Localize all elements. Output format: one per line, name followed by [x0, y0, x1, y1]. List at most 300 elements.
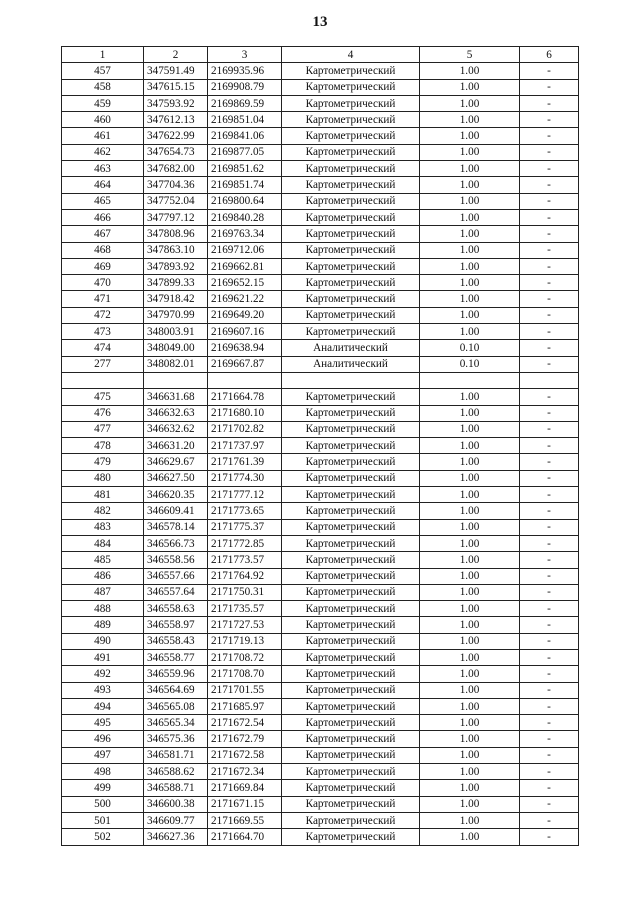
method-cell: Картометрический — [282, 454, 420, 470]
y-coordinate-cell: 2169851.62 — [208, 161, 282, 177]
accuracy-cell: 1.00 — [420, 568, 520, 584]
method-cell: Картометрический — [282, 161, 420, 177]
accuracy-cell: 1.00 — [420, 95, 520, 111]
table-row — [62, 356, 579, 372]
y-coordinate-cell: 2169800.64 — [208, 193, 282, 209]
y-coordinate-cell: 2171773.65 — [208, 503, 282, 519]
x-coordinate-cell: 346632.63 — [144, 405, 208, 421]
x-coordinate-cell: 346558.97 — [144, 617, 208, 633]
table-row — [62, 324, 579, 340]
table-row — [62, 421, 579, 437]
method-cell: Аналитический — [282, 356, 420, 372]
description-cell: - — [520, 405, 579, 421]
table-body — [62, 63, 579, 845]
description-cell: - — [520, 812, 579, 828]
y-coordinate-cell: 2169662.81 — [208, 258, 282, 274]
point-number-cell: 463 — [62, 161, 144, 177]
y-coordinate-cell: 2171727.53 — [208, 617, 282, 633]
table-row — [62, 649, 579, 665]
x-coordinate-cell: 347752.04 — [144, 193, 208, 209]
method-cell: Картометрический — [282, 193, 420, 209]
y-coordinate-cell: 2171685.97 — [208, 698, 282, 714]
point-number-cell: 472 — [62, 307, 144, 323]
accuracy-cell: 1.00 — [420, 503, 520, 519]
table-row — [62, 731, 579, 747]
description-cell: - — [520, 161, 579, 177]
x-coordinate-cell: 346565.34 — [144, 715, 208, 731]
method-cell: Картометрический — [282, 649, 420, 665]
accuracy-cell: 1.00 — [420, 552, 520, 568]
x-coordinate-cell: 346558.43 — [144, 633, 208, 649]
x-coordinate-cell: 347622.99 — [144, 128, 208, 144]
table-row — [62, 698, 579, 714]
table-row — [62, 601, 579, 617]
point-number-cell: 493 — [62, 682, 144, 698]
method-cell: Картометрический — [282, 535, 420, 551]
table-row — [62, 796, 579, 812]
accuracy-cell: 1.00 — [420, 275, 520, 291]
table-row — [62, 666, 579, 682]
description-cell: - — [520, 731, 579, 747]
method-cell: Картометрический — [282, 584, 420, 600]
method-cell: Картометрический — [282, 421, 420, 437]
point-number-cell: 468 — [62, 242, 144, 258]
accuracy-cell: 1.00 — [420, 649, 520, 665]
y-coordinate-cell: 2171669.55 — [208, 812, 282, 828]
point-number-cell: 459 — [62, 95, 144, 111]
accuracy-cell: 1.00 — [420, 715, 520, 731]
table-row — [62, 340, 579, 356]
method-cell: Картометрический — [282, 63, 420, 79]
description-cell: - — [520, 193, 579, 209]
point-number-cell: 475 — [62, 389, 144, 405]
y-coordinate-cell: 2169763.34 — [208, 226, 282, 242]
x-coordinate-cell: 347797.12 — [144, 209, 208, 225]
description-cell: - — [520, 324, 579, 340]
method-cell: Картометрический — [282, 275, 420, 291]
description-cell: - — [520, 780, 579, 796]
point-number-cell: 480 — [62, 470, 144, 486]
y-coordinate-cell: 2171772.85 — [208, 535, 282, 551]
accuracy-cell: 1.00 — [420, 519, 520, 535]
description-cell: - — [520, 568, 579, 584]
x-coordinate-cell: 346627.36 — [144, 829, 208, 845]
table-row — [62, 535, 579, 551]
y-coordinate-cell: 2169649.20 — [208, 307, 282, 323]
y-coordinate-cell: 2171664.70 — [208, 829, 282, 845]
y-coordinate-cell: 2171680.10 — [208, 405, 282, 421]
method-cell: Картометрический — [282, 242, 420, 258]
table-row — [62, 584, 579, 600]
y-coordinate-cell: 2171671.15 — [208, 796, 282, 812]
table-row — [62, 144, 579, 160]
accuracy-cell: 1.00 — [420, 812, 520, 828]
accuracy-cell: 1.00 — [420, 487, 520, 503]
accuracy-cell: 1.00 — [420, 405, 520, 421]
x-coordinate-cell: 346588.71 — [144, 780, 208, 796]
x-coordinate-cell: 347654.73 — [144, 144, 208, 160]
method-cell: Картометрический — [282, 79, 420, 95]
description-cell: - — [520, 454, 579, 470]
table-row — [62, 470, 579, 486]
description-cell: - — [520, 666, 579, 682]
x-coordinate-cell: 347970.99 — [144, 307, 208, 323]
point-number-cell: 495 — [62, 715, 144, 731]
point-number-cell: 486 — [62, 568, 144, 584]
description-cell: - — [520, 552, 579, 568]
method-cell: Картометрический — [282, 389, 420, 405]
y-coordinate-cell — [208, 372, 282, 388]
table-row — [62, 291, 579, 307]
table-row — [62, 829, 579, 845]
method-cell: Картометрический — [282, 324, 420, 340]
point-number-cell: 470 — [62, 275, 144, 291]
table-row — [62, 568, 579, 584]
method-cell: Картометрический — [282, 438, 420, 454]
description-cell: - — [520, 601, 579, 617]
method-cell: Картометрический — [282, 405, 420, 421]
y-coordinate-cell: 2171737.97 — [208, 438, 282, 454]
accuracy-cell: 1.00 — [420, 421, 520, 437]
x-coordinate-cell: 347591.49 — [144, 63, 208, 79]
method-cell: Картометрический — [282, 552, 420, 568]
x-coordinate-cell: 346620.35 — [144, 487, 208, 503]
accuracy-cell: 1.00 — [420, 258, 520, 274]
x-coordinate-cell: 346559.96 — [144, 666, 208, 682]
description-cell: - — [520, 649, 579, 665]
x-coordinate-cell: 347615.15 — [144, 79, 208, 95]
description-cell: - — [520, 291, 579, 307]
method-cell: Картометрический — [282, 698, 420, 714]
point-number-cell: 467 — [62, 226, 144, 242]
description-cell: - — [520, 242, 579, 258]
y-coordinate-cell: 2169607.16 — [208, 324, 282, 340]
method-cell: Картометрический — [282, 144, 420, 160]
accuracy-cell: 1.00 — [420, 438, 520, 454]
header-cell: 1 — [62, 47, 144, 63]
table-row — [62, 780, 579, 796]
y-coordinate-cell: 2169841.06 — [208, 128, 282, 144]
y-coordinate-cell: 2169851.74 — [208, 177, 282, 193]
header-cell: 3 — [208, 47, 282, 63]
x-coordinate-cell: 346631.68 — [144, 389, 208, 405]
y-coordinate-cell: 2171669.84 — [208, 780, 282, 796]
x-coordinate-cell: 347899.33 — [144, 275, 208, 291]
table-row — [62, 715, 579, 731]
accuracy-cell: 1.00 — [420, 112, 520, 128]
table-row — [62, 307, 579, 323]
accuracy-cell: 1.00 — [420, 829, 520, 845]
method-cell: Картометрический — [282, 731, 420, 747]
table-row — [62, 633, 579, 649]
y-coordinate-cell: 2169638.94 — [208, 340, 282, 356]
method-cell: Картометрический — [282, 747, 420, 763]
x-coordinate-cell: 346558.56 — [144, 552, 208, 568]
point-number-cell: 499 — [62, 780, 144, 796]
point-number-cell: 481 — [62, 487, 144, 503]
y-coordinate-cell: 2171664.78 — [208, 389, 282, 405]
accuracy-cell: 1.00 — [420, 242, 520, 258]
description-cell: - — [520, 209, 579, 225]
description-cell: - — [520, 389, 579, 405]
description-cell: - — [520, 796, 579, 812]
accuracy-cell: 1.00 — [420, 128, 520, 144]
y-coordinate-cell: 2171735.57 — [208, 601, 282, 617]
table-row — [62, 552, 579, 568]
description-cell: - — [520, 487, 579, 503]
accuracy-cell: 1.00 — [420, 617, 520, 633]
accuracy-cell: 1.00 — [420, 324, 520, 340]
table-row — [62, 242, 579, 258]
description-cell: - — [520, 535, 579, 551]
table-row — [62, 193, 579, 209]
description-cell: - — [520, 177, 579, 193]
x-coordinate-cell: 346609.41 — [144, 503, 208, 519]
y-coordinate-cell: 2169869.59 — [208, 95, 282, 111]
point-number-cell: 458 — [62, 79, 144, 95]
table-row — [62, 405, 579, 421]
y-coordinate-cell: 2171708.72 — [208, 649, 282, 665]
table-row — [62, 63, 579, 79]
y-coordinate-cell: 2169935.96 — [208, 63, 282, 79]
point-number-cell: 498 — [62, 764, 144, 780]
y-coordinate-cell: 2171672.54 — [208, 715, 282, 731]
accuracy-cell: 1.00 — [420, 226, 520, 242]
point-number-cell: 502 — [62, 829, 144, 845]
x-coordinate-cell: 346609.77 — [144, 812, 208, 828]
method-cell: Картометрический — [282, 209, 420, 225]
y-coordinate-cell: 2169667.87 — [208, 356, 282, 372]
accuracy-cell: 1.00 — [420, 584, 520, 600]
accuracy-cell: 1.00 — [420, 666, 520, 682]
x-coordinate-cell: 348003.91 — [144, 324, 208, 340]
method-cell: Картометрический — [282, 503, 420, 519]
x-coordinate-cell: 347612.13 — [144, 112, 208, 128]
table-row — [62, 682, 579, 698]
x-coordinate-cell: 346558.77 — [144, 649, 208, 665]
x-coordinate-cell: 346629.67 — [144, 454, 208, 470]
accuracy-cell: 1.00 — [420, 454, 520, 470]
point-number-cell: 490 — [62, 633, 144, 649]
point-number-cell: 482 — [62, 503, 144, 519]
method-cell: Картометрический — [282, 812, 420, 828]
y-coordinate-cell: 2171672.34 — [208, 764, 282, 780]
point-number-cell: 492 — [62, 666, 144, 682]
accuracy-cell — [420, 372, 520, 388]
method-cell: Картометрический — [282, 258, 420, 274]
accuracy-cell: 1.00 — [420, 307, 520, 323]
point-number-cell: 462 — [62, 144, 144, 160]
accuracy-cell: 1.00 — [420, 144, 520, 160]
y-coordinate-cell: 2169840.28 — [208, 209, 282, 225]
description-cell: - — [520, 829, 579, 845]
accuracy-cell: 1.00 — [420, 747, 520, 763]
accuracy-cell: 1.00 — [420, 161, 520, 177]
accuracy-cell: 1.00 — [420, 764, 520, 780]
table-row — [62, 177, 579, 193]
y-coordinate-cell: 2171672.79 — [208, 731, 282, 747]
point-number-cell: 464 — [62, 177, 144, 193]
point-number-cell: 489 — [62, 617, 144, 633]
method-cell: Картометрический — [282, 715, 420, 731]
y-coordinate-cell: 2169712.06 — [208, 242, 282, 258]
point-number-cell: 485 — [62, 552, 144, 568]
accuracy-cell: 0.10 — [420, 356, 520, 372]
y-coordinate-cell: 2171672.58 — [208, 747, 282, 763]
point-number-cell: 473 — [62, 324, 144, 340]
method-cell: Картометрический — [282, 601, 420, 617]
table-row — [62, 275, 579, 291]
point-number-cell: 496 — [62, 731, 144, 747]
header-cell: 5 — [420, 47, 520, 63]
x-coordinate-cell: 346578.14 — [144, 519, 208, 535]
description-cell: - — [520, 747, 579, 763]
x-coordinate-cell: 347918.42 — [144, 291, 208, 307]
description-cell: - — [520, 764, 579, 780]
method-cell: Картометрический — [282, 519, 420, 535]
method-cell: Картометрический — [282, 633, 420, 649]
accuracy-cell: 1.00 — [420, 193, 520, 209]
description-cell: - — [520, 698, 579, 714]
method-cell: Картометрический — [282, 682, 420, 698]
table-row — [62, 812, 579, 828]
description-cell: - — [520, 258, 579, 274]
accuracy-cell: 1.00 — [420, 63, 520, 79]
description-cell: - — [520, 340, 579, 356]
description-cell: - — [520, 79, 579, 95]
point-number-cell: 487 — [62, 584, 144, 600]
y-coordinate-cell: 2171777.12 — [208, 487, 282, 503]
method-cell: Аналитический — [282, 340, 420, 356]
x-coordinate-cell: 346557.66 — [144, 568, 208, 584]
header-cell: 6 — [520, 47, 579, 63]
x-coordinate-cell: 346558.63 — [144, 601, 208, 617]
point-number-cell: 497 — [62, 747, 144, 763]
description-cell: - — [520, 633, 579, 649]
accuracy-cell: 1.00 — [420, 177, 520, 193]
table-row — [62, 209, 579, 225]
point-number-cell: 277 — [62, 356, 144, 372]
accuracy-cell: 1.00 — [420, 79, 520, 95]
x-coordinate-cell: 346566.73 — [144, 535, 208, 551]
accuracy-cell: 1.00 — [420, 731, 520, 747]
x-coordinate-cell: 347593.92 — [144, 95, 208, 111]
method-cell: Картометрический — [282, 796, 420, 812]
point-number-cell: 483 — [62, 519, 144, 535]
point-number-cell: 488 — [62, 601, 144, 617]
description-cell: - — [520, 438, 579, 454]
table-row — [62, 454, 579, 470]
y-coordinate-cell: 2169851.04 — [208, 112, 282, 128]
table-row — [62, 95, 579, 111]
method-cell: Картометрический — [282, 307, 420, 323]
x-coordinate-cell: 346564.69 — [144, 682, 208, 698]
table-row — [62, 112, 579, 128]
method-cell: Картометрический — [282, 487, 420, 503]
method-cell: Картометрический — [282, 177, 420, 193]
accuracy-cell: 1.00 — [420, 209, 520, 225]
x-coordinate-cell: 347808.96 — [144, 226, 208, 242]
method-cell — [282, 372, 420, 388]
x-coordinate-cell — [144, 372, 208, 388]
point-number-cell: 474 — [62, 340, 144, 356]
method-cell: Картометрический — [282, 780, 420, 796]
y-coordinate-cell: 2171764.92 — [208, 568, 282, 584]
accuracy-cell: 1.00 — [420, 682, 520, 698]
method-cell: Картометрический — [282, 226, 420, 242]
table-row — [62, 372, 579, 388]
description-cell: - — [520, 63, 579, 79]
description-cell: - — [520, 356, 579, 372]
point-number-cell: 457 — [62, 63, 144, 79]
description-cell: - — [520, 617, 579, 633]
table-row — [62, 389, 579, 405]
accuracy-cell: 1.00 — [420, 633, 520, 649]
point-number-cell: 491 — [62, 649, 144, 665]
method-cell: Картометрический — [282, 291, 420, 307]
y-coordinate-cell: 2171719.13 — [208, 633, 282, 649]
point-number-cell: 469 — [62, 258, 144, 274]
x-coordinate-cell: 347682.00 — [144, 161, 208, 177]
method-cell: Картометрический — [282, 470, 420, 486]
accuracy-cell: 1.00 — [420, 796, 520, 812]
point-number-cell: 479 — [62, 454, 144, 470]
description-cell: - — [520, 128, 579, 144]
accuracy-cell: 1.00 — [420, 698, 520, 714]
point-number-cell: 477 — [62, 421, 144, 437]
y-coordinate-cell: 2171708.70 — [208, 666, 282, 682]
method-cell: Картометрический — [282, 128, 420, 144]
point-number-cell: 465 — [62, 193, 144, 209]
y-coordinate-cell: 2169877.05 — [208, 144, 282, 160]
table-row — [62, 617, 579, 633]
y-coordinate-cell: 2171773.57 — [208, 552, 282, 568]
description-cell: - — [520, 307, 579, 323]
header-cell: 4 — [282, 47, 420, 63]
description-cell: - — [520, 519, 579, 535]
table-row — [62, 226, 579, 242]
point-number-cell: 478 — [62, 438, 144, 454]
description-cell: - — [520, 226, 579, 242]
y-coordinate-cell: 2171702.82 — [208, 421, 282, 437]
description-cell: - — [520, 715, 579, 731]
accuracy-cell: 1.00 — [420, 389, 520, 405]
accuracy-cell: 1.00 — [420, 291, 520, 307]
y-coordinate-cell: 2171774.30 — [208, 470, 282, 486]
point-number-cell: 494 — [62, 698, 144, 714]
x-coordinate-cell: 348049.00 — [144, 340, 208, 356]
method-cell: Картометрический — [282, 764, 420, 780]
accuracy-cell: 1.00 — [420, 535, 520, 551]
table-row — [62, 487, 579, 503]
x-coordinate-cell: 346557.64 — [144, 584, 208, 600]
accuracy-cell: 0.10 — [420, 340, 520, 356]
point-number-cell: 466 — [62, 209, 144, 225]
description-cell: - — [520, 275, 579, 291]
point-number-cell: 461 — [62, 128, 144, 144]
description-cell: - — [520, 144, 579, 160]
table-header-row — [62, 47, 579, 63]
point-number-cell: 471 — [62, 291, 144, 307]
y-coordinate-cell: 2169652.15 — [208, 275, 282, 291]
point-number-cell: 460 — [62, 112, 144, 128]
x-coordinate-cell: 347704.36 — [144, 177, 208, 193]
method-cell: Картометрический — [282, 112, 420, 128]
table-row — [62, 128, 579, 144]
y-coordinate-cell: 2171761.39 — [208, 454, 282, 470]
point-number-cell: 500 — [62, 796, 144, 812]
point-number-cell: 501 — [62, 812, 144, 828]
